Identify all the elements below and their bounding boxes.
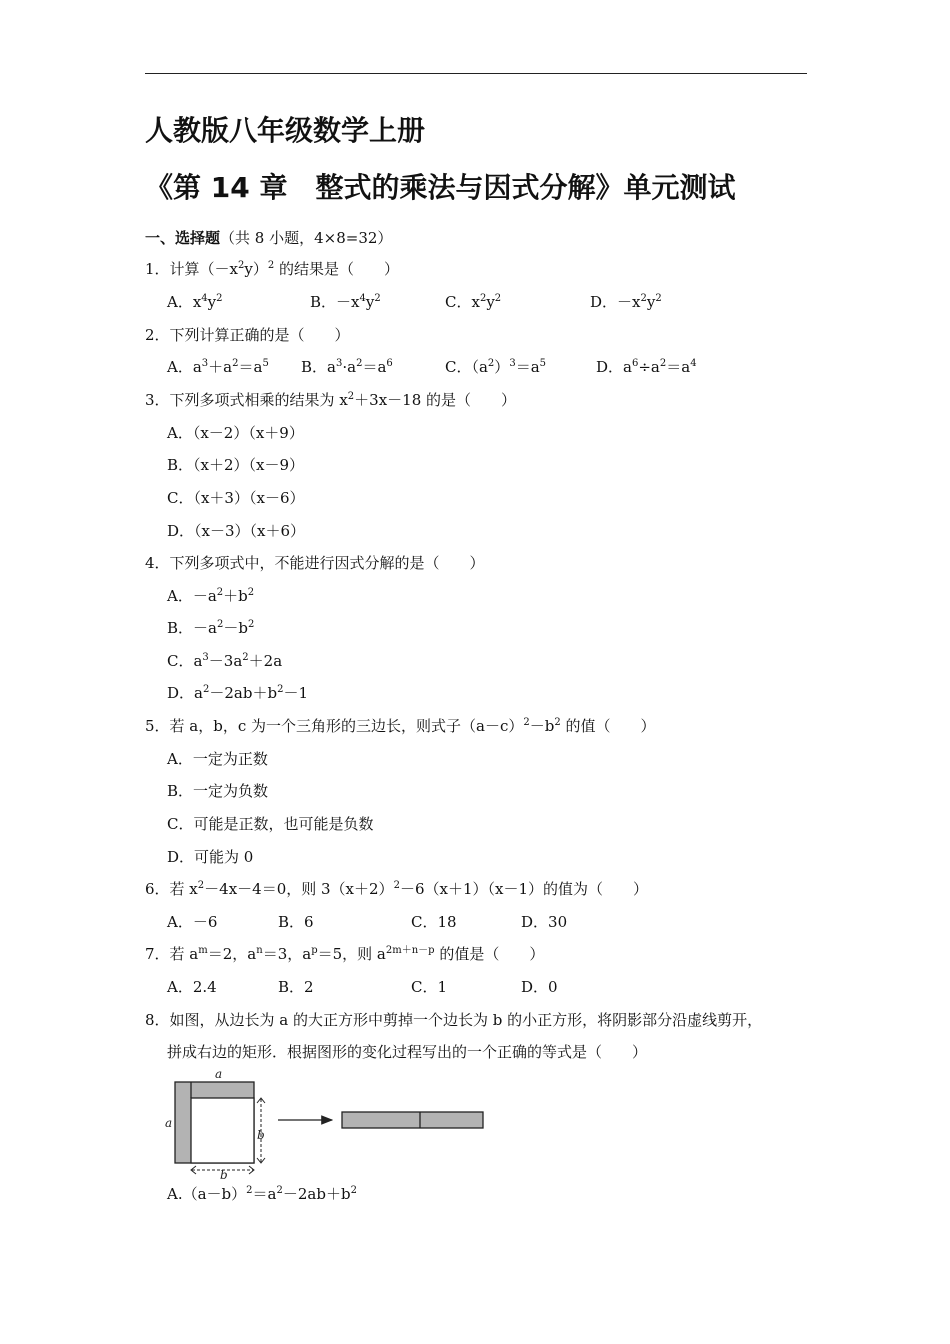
question-1-option-a[interactable]: A．$x^4y^2$ <box>167 293 223 311</box>
question-3-option-b[interactable]: B．（x＋2）（x－9） <box>167 456 305 474</box>
question-1-option-b[interactable]: B．$-x^4y^2$ <box>310 293 381 311</box>
question-1-option-c[interactable]: C．$x^2y^2$ <box>445 293 502 311</box>
label-b-right: b <box>257 1128 265 1142</box>
section-heading-label: 一、选择题 <box>145 229 221 247</box>
document-title: 人教版八年级数学上册 <box>145 114 426 147</box>
small-square-cutout <box>191 1098 254 1163</box>
question-6-option-c[interactable]: C．18 <box>411 913 457 931</box>
question-3-stem: 3．下列多项式相乘的结果为 $x^2+3x-18$ 的是（ ） <box>145 391 517 409</box>
question-7-option-b[interactable]: B．2 <box>278 978 314 996</box>
question-4-option-a[interactable]: A．$-a^2+b^2$ <box>167 587 255 605</box>
question-5-stem: 5．若 a，b，c 为一个三角形的三边长，则式子$(a-c)^2-b^2$ 的值（ ） <box>145 717 656 735</box>
top-rule <box>145 73 807 74</box>
question-3-option-d[interactable]: D．（x－3）（x＋6） <box>167 522 306 540</box>
question-2-option-a[interactable]: A．$a^3+a^2=a^5$ <box>167 358 269 376</box>
label-a-top: a <box>215 1068 223 1081</box>
label-a-left: a <box>165 1116 173 1130</box>
question-5-option-a[interactable]: A．一定为正数 <box>167 750 268 768</box>
question-1-option-d[interactable]: D．$-x^2y^2$ <box>590 293 662 311</box>
question-8-stem-line1: 8．如图，从边长为 a 的大正方形中剪掉一个边长为 b 的小正方形，将阴影部分沿虚线剪开， <box>145 1011 763 1029</box>
section-heading-note: （共 8 小题，4×8=32） <box>220 229 393 247</box>
question-7-option-c[interactable]: C．1 <box>411 978 448 996</box>
question-8-option-a[interactable]: $A.(a-b)^2=a^2-2ab+b^2$ <box>167 1185 357 1203</box>
question-7-option-a[interactable]: A．2.4 <box>167 978 217 996</box>
question-1-stem: 1．计算$(-x^2y)^2$ 的结果是（ ） <box>145 260 400 278</box>
question-4-option-c[interactable]: C．$a^3-3a^2+2a$ <box>167 652 283 670</box>
question-5-option-c[interactable]: C．可能是正数，也可能是负数 <box>167 815 374 833</box>
question-8-figure <box>160 1068 490 1184</box>
question-4-stem: 4．下列多项式中，不能进行因式分解的是（ ） <box>145 554 485 572</box>
question-5-option-b[interactable]: B．一定为负数 <box>167 782 269 800</box>
question-6-option-a[interactable]: A．－6 <box>167 913 218 931</box>
question-7-option-d[interactable]: D．0 <box>521 978 558 996</box>
question-4-option-b[interactable]: B．$-a^2-b^2$ <box>167 619 255 637</box>
result-rectangle <box>342 1112 483 1128</box>
question-2-option-d[interactable]: D．$a^6\div a^2=a^4$ <box>596 358 697 376</box>
question-2-stem: 2．下列计算正确的是（ ） <box>145 326 350 344</box>
question-3-option-c[interactable]: C．（x＋3）（x－6） <box>167 489 305 507</box>
section-heading <box>145 231 392 246</box>
label-b-bottom: b <box>220 1168 228 1180</box>
question-7-stem: 7．若 $a^m=2$，$a^n=3$，$a^p=5$，则 $a^{2m+n-p}$ 的值是（ ） <box>145 945 545 963</box>
square-to-rectangle-diagram <box>160 1068 490 1180</box>
question-8-stem-line2: 拼成右边的矩形．根据图形的变化过程写出的一个正确的等式是（ ） <box>167 1043 648 1061</box>
question-6-stem: 6．若 $x^2-4x-4=0$，则 $3(x+2)^2-6(x+1)(x-1)$的值为（ ） <box>145 880 648 898</box>
document-subtitle: 《第 14 章 整式的乘法与因式分解》单元测试 <box>145 171 736 204</box>
question-3-option-a[interactable]: A．（x－2）（x＋9） <box>167 424 304 442</box>
question-5-option-d[interactable]: D．可能为 0 <box>167 848 254 866</box>
question-4-option-d[interactable]: D．$a^2-2ab+b^2-1$ <box>167 684 308 702</box>
question-6-option-b[interactable]: B．6 <box>278 913 314 931</box>
question-2-option-b[interactable]: B．$a^3\cdot a^2=a^6$ <box>301 358 393 376</box>
question-6-option-d[interactable]: D．30 <box>521 913 568 931</box>
question-2-option-c[interactable]: C．$(a^2)^3=a^5$ <box>445 358 547 376</box>
